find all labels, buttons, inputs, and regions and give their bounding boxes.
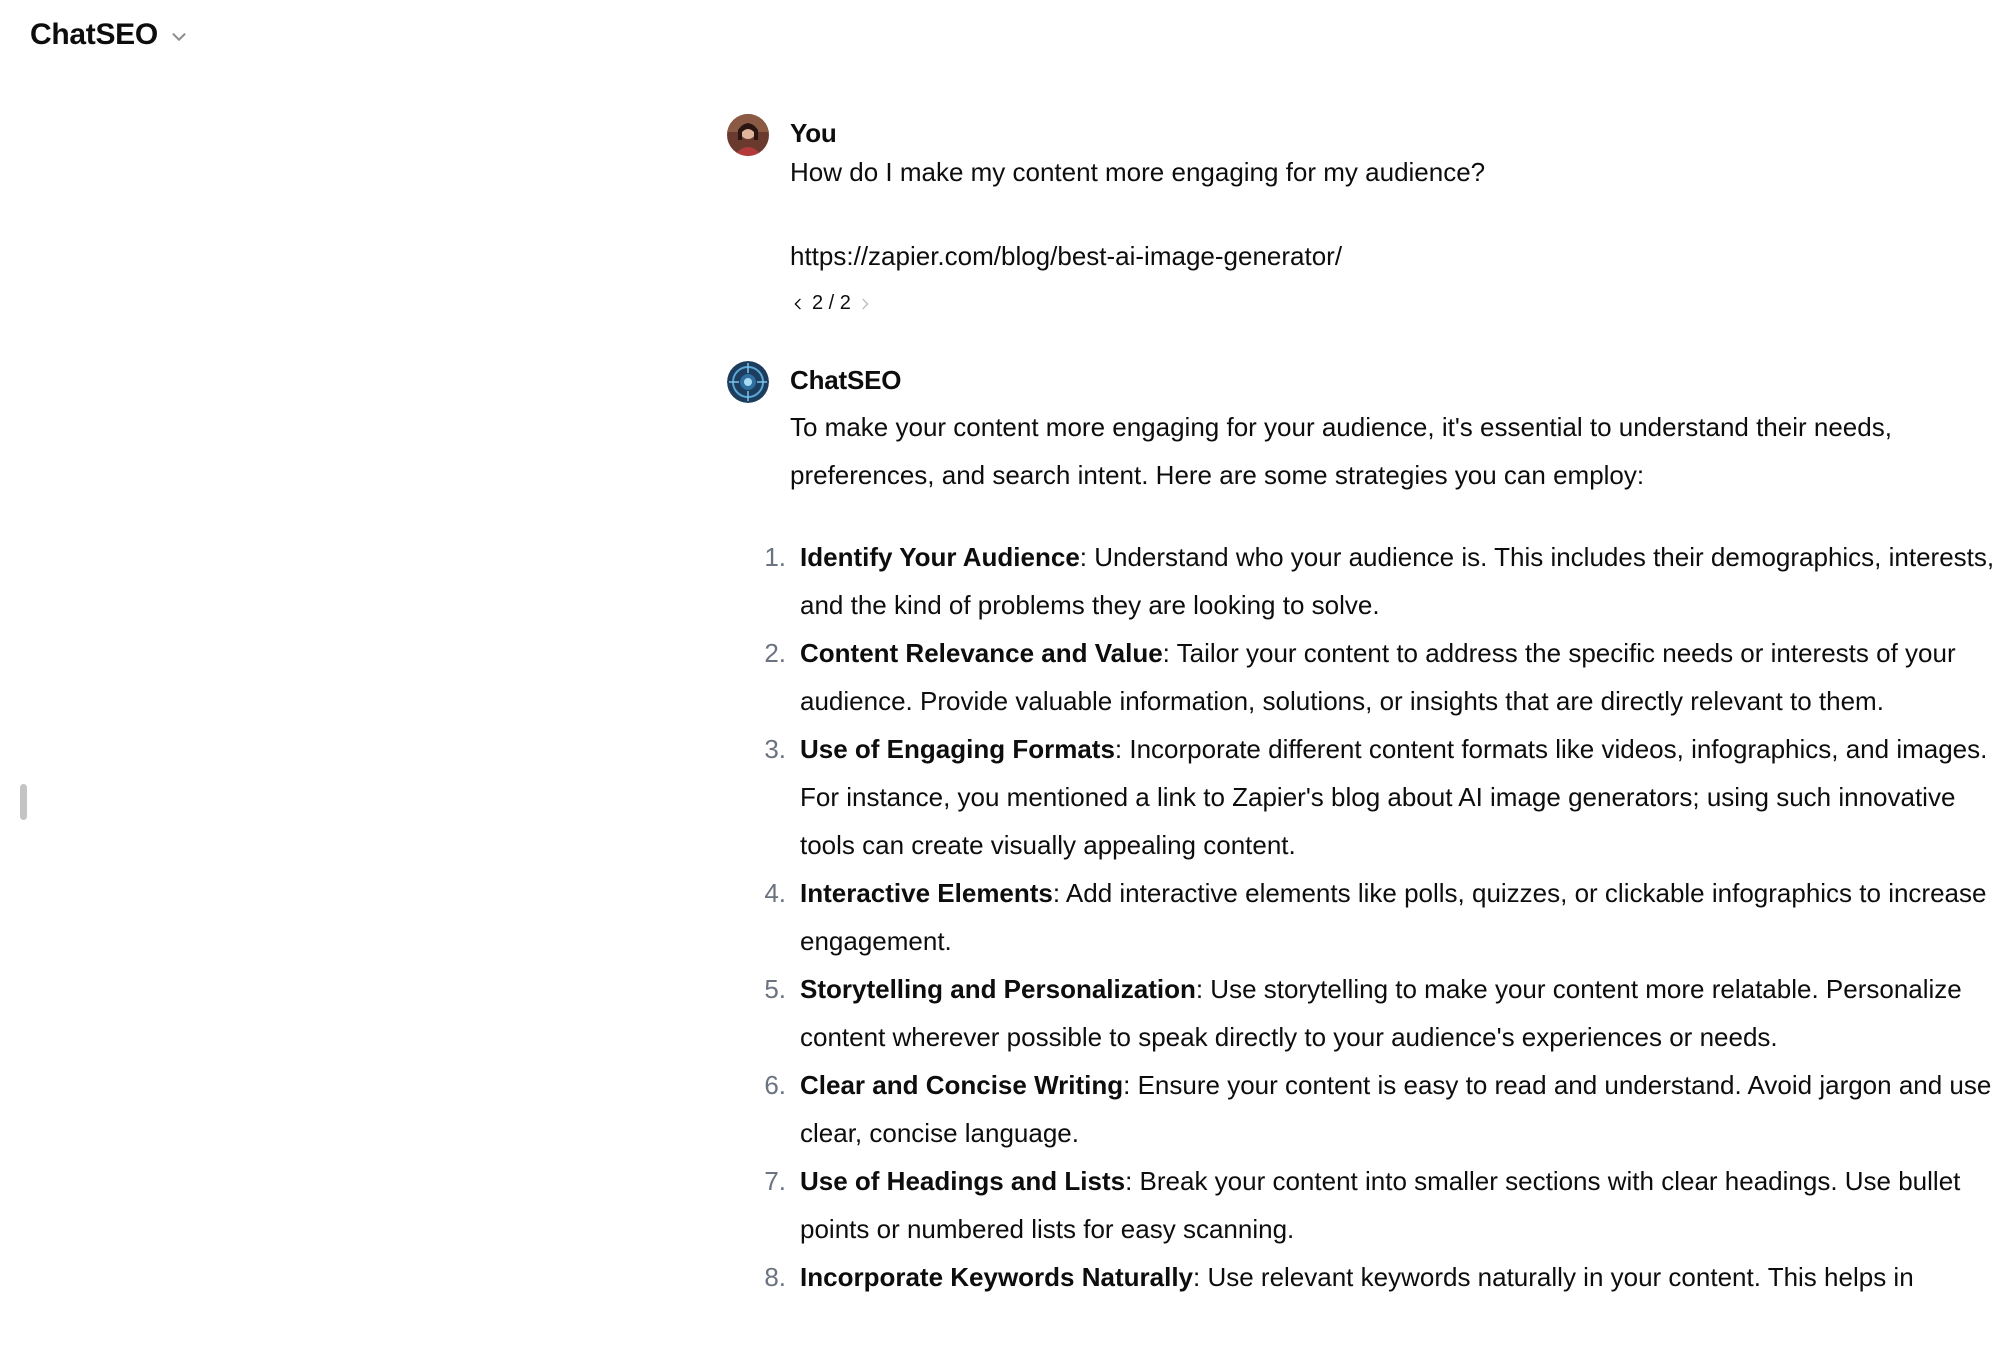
item-title: Identify Your Audience bbox=[800, 542, 1080, 572]
item-title: Clear and Concise Writing bbox=[800, 1070, 1124, 1100]
item-text: : Use relevant keywords naturally in your content. This helps in bbox=[1193, 1262, 1914, 1292]
item-title: Interactive Elements bbox=[800, 878, 1053, 908]
assistant-response bbox=[764, 403, 2000, 1301]
assistant-sender-name: ChatSEO bbox=[790, 365, 902, 395]
item-title: Content Relevance and Value bbox=[800, 638, 1163, 668]
list-item: 8. Incorporate Keywords Naturally: Use relevant keywords naturally in your content. This helps in bbox=[764, 1262, 1914, 1292]
list-item: 2. Content Relevance and Value: Tailor your content to address the specific needs or interests of your audience. Provide valuable information, solutions, or insights that are directly relevant to them. bbox=[764, 638, 1956, 716]
list-item: 5. Storytelling and Personalization: Use storytelling to make your content more relatable. Personalize content wherever possible to speak directly to your audience's experiences or needs. bbox=[764, 974, 1962, 1052]
model-selector[interactable] bbox=[30, 18, 190, 52]
item-text: : Add interactive elements like polls, quizzes, or clickable infographics to increase engagement. bbox=[800, 878, 1987, 956]
item-title: Storytelling and Personalization bbox=[800, 974, 1196, 1004]
chevron-down-icon bbox=[168, 26, 190, 48]
item-text: : Understand who your audience is. This includes their demographics, interests, and the kind of problems they are looking to solve. bbox=[800, 542, 1995, 620]
list-item: 6. Clear and Concise Writing: Ensure your content is easy to read and understand. Avoid jargon and use clear, concise language. bbox=[764, 1070, 1992, 1148]
response-intro: To make your content more engaging for your audience, it's essential to understand their needs, preferences, and search intent. Here are some strategies you can employ: bbox=[790, 412, 1892, 490]
user-question: How do I make my content more engaging for my audience? bbox=[790, 157, 1486, 187]
chatseo-avatar bbox=[727, 361, 769, 403]
response-pager bbox=[790, 292, 873, 315]
item-text: : Tailor your content to address the specific needs or interests of your audience. Provide valuable information, solutions, or insights that are directly relevant to them. bbox=[800, 638, 1956, 716]
item-title: Use of Engaging Formats bbox=[800, 734, 1115, 764]
user-sender-name: You bbox=[790, 118, 837, 148]
chevron-left-icon[interactable] bbox=[790, 296, 806, 312]
strategies-list bbox=[764, 533, 2000, 1301]
item-text: : Incorporate different content formats like videos, infographics, and images. For instance, you mentioned a link to Zapier's blog about AI image generators; using such innovative tools can create visually appealing content. bbox=[800, 734, 1988, 860]
chevron-right-icon[interactable] bbox=[857, 296, 873, 312]
list-item: 4. Interactive Elements: Add interactive elements like polls, quizzes, or clickable infographics to increase engagement. bbox=[764, 878, 1987, 956]
list-item: 1. Identify Your Audience: Understand who your audience is. This includes their demographics, interests, and the kind of problems they are looking to solve. bbox=[764, 542, 1995, 620]
list-item: 3. Use of Engaging Formats: Incorporate different content formats like videos, infographics, and images. For instance, you mentioned a link to Zapier's blog about AI image generators; using such innovative tools can create visually appealing content. bbox=[764, 734, 1988, 860]
app-title: ChatSEO bbox=[30, 18, 158, 51]
pager-count: 2 / 2 bbox=[812, 292, 851, 314]
item-title: Incorporate Keywords Naturally bbox=[800, 1262, 1193, 1292]
user-link-text: https://zapier.com/blog/best-ai-image-generator/ bbox=[790, 241, 1343, 271]
item-text: : Ensure your content is easy to read and understand. Avoid jargon and use clear, concise language. bbox=[800, 1070, 1992, 1148]
item-title: Use of Headings and Lists bbox=[800, 1166, 1126, 1196]
item-text: : Use storytelling to make your content more relatable. Personalize content wherever possible to speak directly to your audience's experiences or needs. bbox=[800, 974, 1962, 1052]
item-text: : Break your content into smaller sections with clear headings. Use bullet points or numbered lists for easy scanning. bbox=[800, 1166, 1961, 1244]
user-avatar bbox=[727, 114, 769, 156]
list-item: 7. Use of Headings and Lists: Break your content into smaller sections with clear headings. Use bullet points or numbered lists for easy scanning. bbox=[764, 1166, 1961, 1244]
sidebar-resize-handle[interactable] bbox=[20, 784, 27, 820]
